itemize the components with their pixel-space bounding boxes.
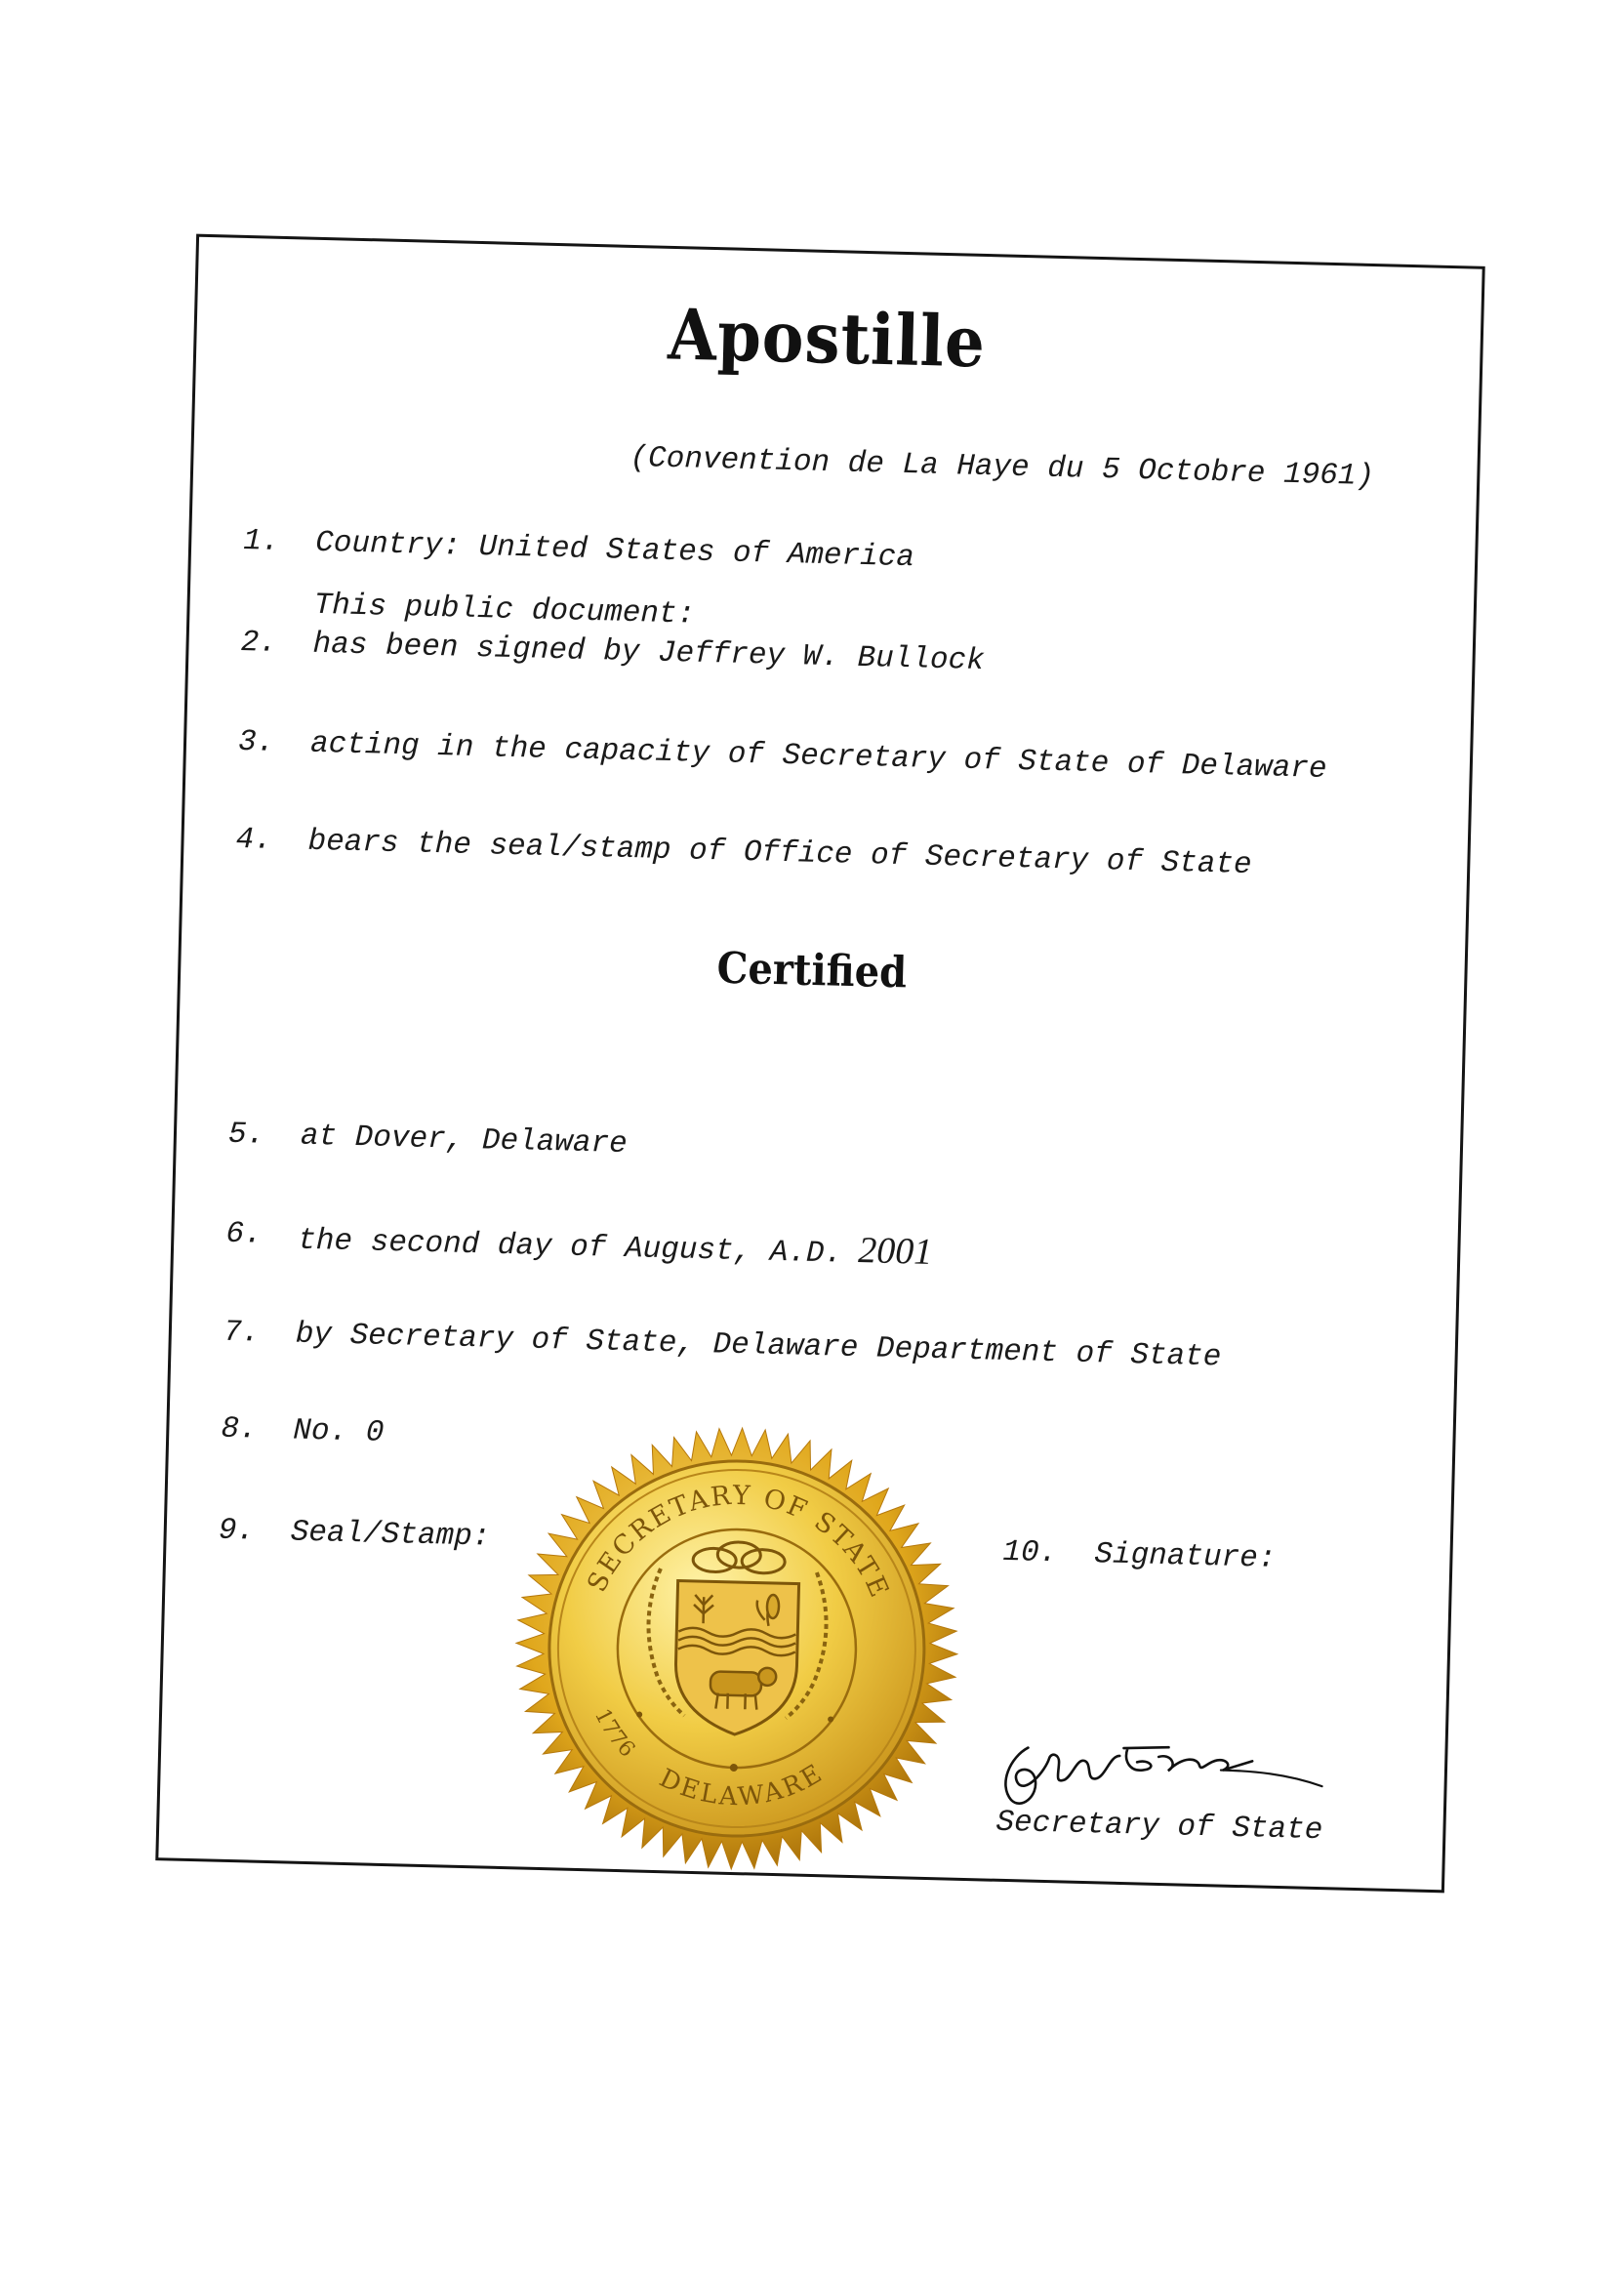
seal-year-lettering-path: 1776 [589,1704,639,1763]
signature-stroke-2 [1123,1746,1253,1773]
item-certificate-number: No. 0 [292,1413,385,1450]
item-5-row [177,1116,1460,1183]
item-number: 4. [235,822,273,858]
item-date-year: 2001 [857,1230,933,1273]
document-title: Apostille [667,294,987,385]
item-place: at Dover, Delaware [300,1119,629,1162]
item-capacity: acting in the capacity of Secretary of State of Delaware [309,726,1327,787]
signatory-title: Secretary of State [995,1805,1323,1849]
item-number: 8. [220,1411,259,1447]
item-1-row [191,523,1475,591]
item-seal-stamp-label: Seal/Stamp: [290,1515,491,1555]
signature-stroke-1 [1005,1747,1120,1806]
item-seal-stamp-of: bears the seal/stamp of Office of Secretary of State [307,824,1253,883]
gold-seal [507,1418,966,1878]
item-issued-by: by Secretary of State, Delaware Department of State [295,1317,1222,1375]
item-signed-by: has been signed by Jeffrey W. Bullock [312,627,986,679]
item-date [298,1219,933,1275]
signature-tail-stroke [1221,1771,1322,1787]
item-signature-label: Signature: [1094,1537,1277,1576]
apostille-frame [155,234,1484,1894]
item-number: 10. [1002,1534,1058,1571]
item-country: Country: United States of America [314,525,915,576]
item-6-row [174,1215,1457,1283]
item-4-row [183,822,1467,889]
item-number: 3. [237,724,275,760]
item-number: 2. [240,625,278,661]
item-number: 9. [218,1513,256,1549]
item-3-row [186,724,1470,792]
item-7-row [171,1314,1454,1381]
convention-subtitle: (Convention de La Haye du 5 Octobre 1961) [629,440,1375,495]
item-public-document-intro: This public document: [313,588,696,632]
item-number: 7. [223,1315,261,1351]
certified-heading: Certified [716,942,908,998]
seal-bottom-lettering-path: DELAWARE [654,1758,830,1813]
seal-top-lettering-path: SECRETARY OF STATE [582,1480,895,1604]
item-number: 1. [242,523,280,559]
item-date-text: the second day of August, A.D. [297,1223,843,1272]
item-number: 5. [227,1117,265,1153]
item-number: 6. [224,1216,264,1252]
